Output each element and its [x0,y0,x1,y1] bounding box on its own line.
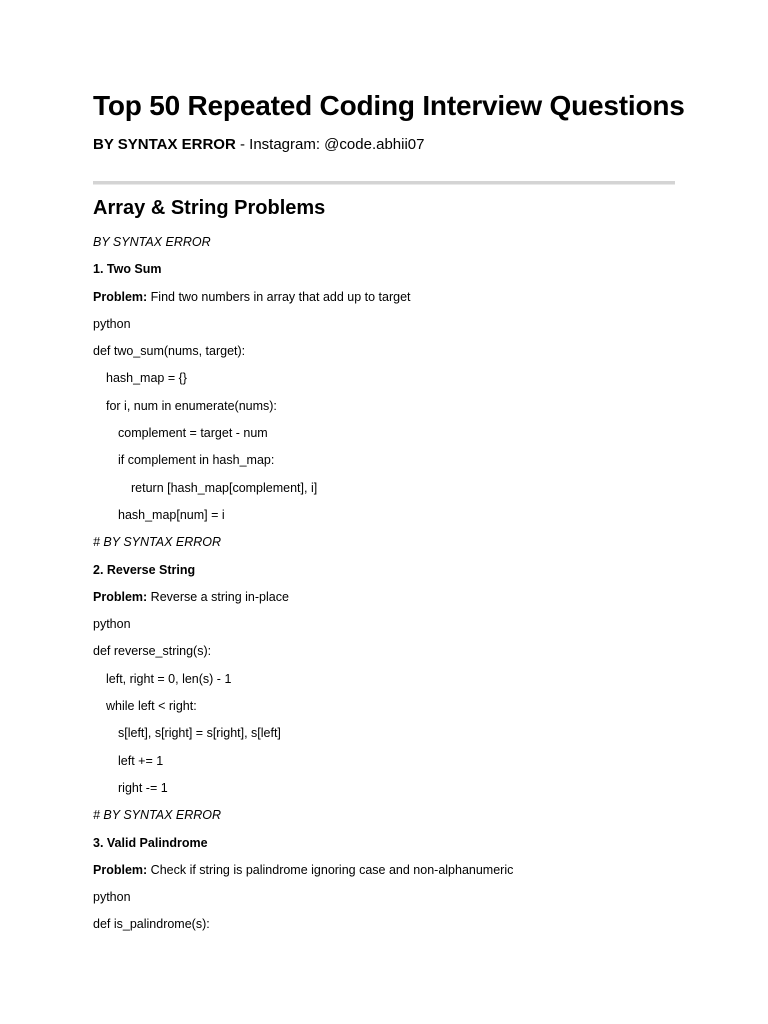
code-line: def two_sum(nums, target): [93,344,246,359]
byline-social-handle: Instagram: @code.abhii07 [249,136,425,153]
code-line: def is_palindrome(s): [93,917,210,932]
problem-statement [93,586,693,613]
code-line: left, right = 0, len(s) - 1 [106,671,232,686]
code-line: left += 1 [118,753,164,768]
credit-note: BY SYNTAX ERROR [93,235,211,249]
code-line: if complement in hash_map: [118,453,275,468]
problem-title: 1. Two Sum [93,262,162,277]
code-line: right -= 1 [118,780,168,795]
byline-author: BY SYNTAX ERROR [93,136,236,153]
section-heading: Array & String Problems [93,197,326,219]
problem-label: Problem: [93,589,148,604]
code-line: while left < right: [106,699,197,714]
code-line: s[left], s[right] = s[right], s[left] [118,726,281,741]
problem-description: Check if string is palindrome ignoring case and non-alphanumeric [147,862,514,877]
problem-description: Reverse a string in-place [147,589,289,604]
document-title: Top 50 Repeated Coding Interview Questions [93,90,685,121]
problem-title: 3. Valid Palindrome [93,835,208,850]
code-line: complement = target - num [118,426,268,441]
code-language-label: python [93,617,131,632]
code-line: return [hash_map[complement], i] [131,480,318,495]
problem-title: 2. Reverse String [93,562,196,577]
byline [93,134,424,156]
problem-statement [93,859,693,886]
problem-label: Problem: [93,862,148,877]
credit-note: # BY SYNTAX ERROR [93,808,222,823]
credit-note: # BY SYNTAX ERROR [93,535,222,550]
code-line: hash_map = {} [106,371,187,386]
byline-separator: - [235,136,250,153]
code-line: def reverse_string(s): [93,644,212,659]
problem-label: Problem: [93,289,148,304]
section-content [93,231,693,941]
problem-statement [93,286,693,313]
horizontal-rule [93,181,675,185]
code-language-label: python [93,890,131,905]
code-language-label: python [93,316,131,331]
code-line: hash_map[num] = i [118,507,225,522]
problem-description: Find two numbers in array that add up to target [147,289,411,304]
code-line: for i, num in enumerate(nums): [106,398,277,413]
